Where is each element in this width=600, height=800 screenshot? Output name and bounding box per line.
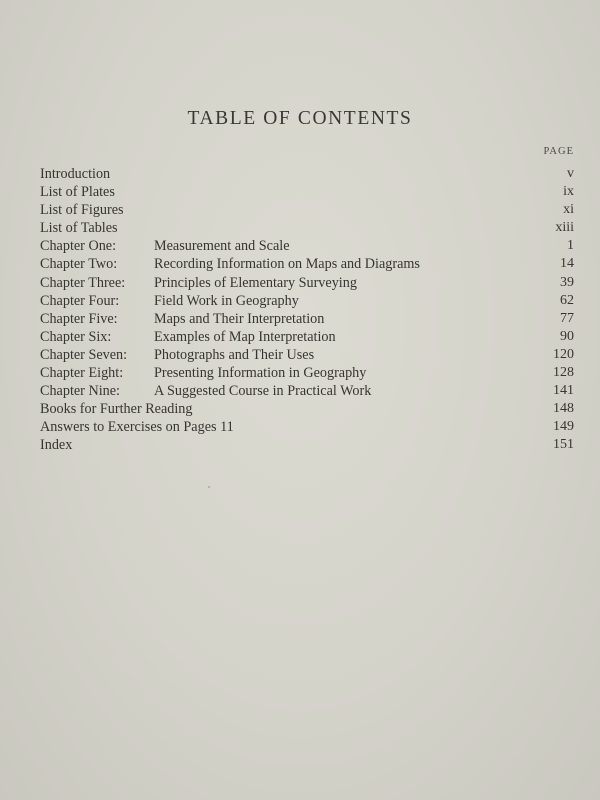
toc-entry-label: Chapter Four:: [40, 292, 120, 309]
toc-entry-label: List of Plates: [40, 184, 115, 201]
toc-entry-label: Chapter Nine:: [40, 383, 120, 400]
toc-entry-page: xiii: [555, 220, 574, 236]
toc-entry-label: Chapter One:: [40, 238, 117, 255]
toc-entry: [40, 382, 574, 400]
toc-entry: [40, 201, 574, 219]
toc-entry-title: Presenting Information in Geography: [154, 365, 367, 382]
toc-entry-page: 90: [560, 328, 574, 344]
table-of-contents: [40, 165, 574, 455]
toc-entry: [40, 328, 574, 346]
toc-entry: [40, 219, 574, 237]
toc-entry-page: 120: [553, 346, 574, 362]
toc-entry-title: Principles of Elementary Surveying: [154, 274, 357, 291]
toc-entry-page: 141: [553, 383, 574, 399]
toc-entry-page: 39: [560, 274, 574, 290]
toc-entry: [40, 346, 574, 364]
toc-entry: [40, 292, 574, 310]
toc-entry-label: Books for Further Reading: [40, 401, 193, 418]
toc-entry-label: Chapter Eight:: [40, 365, 124, 382]
toc-entry-title: A Suggested Course in Practical Work: [154, 383, 372, 400]
toc-entry-label: Chapter Seven:: [40, 346, 128, 363]
toc-entry-title: Recording Information on Maps and Diagrams: [154, 256, 420, 273]
toc-entry-label: Chapter Six:: [40, 328, 112, 345]
toc-entry-page: 1: [567, 238, 574, 254]
toc-entry: [40, 400, 574, 418]
toc-entry-page: 14: [560, 256, 574, 272]
toc-entry-label: List of Figures: [40, 202, 124, 219]
toc-entry-label: List of Tables: [40, 220, 118, 237]
toc-entry-label: Chapter Two:: [40, 256, 118, 273]
toc-entry-page: 128: [553, 365, 574, 381]
toc-entry: [40, 310, 574, 328]
toc-entry-page: 148: [553, 401, 574, 417]
toc-entry-page: 149: [553, 419, 574, 435]
toc-entry-page: 62: [560, 292, 574, 308]
toc-entry-page: xi: [563, 202, 574, 218]
toc-entry-title: Photographs and Their Uses: [154, 346, 315, 363]
toc-entry-page: v: [567, 166, 574, 181]
toc-entry-label: Index: [40, 437, 73, 454]
toc-entry: [40, 255, 574, 273]
toc-entry-title: Measurement and Scale: [154, 238, 290, 255]
toc-entry-page: 151: [553, 437, 574, 453]
paper-speck: [208, 486, 210, 488]
toc-entry-label: Chapter Three:: [40, 274, 126, 291]
toc-entry: [40, 418, 574, 436]
toc-entry-title: Examples of Map Interpretation: [154, 328, 336, 345]
toc-entry-page: 77: [560, 310, 574, 326]
toc-entry-page: ix: [563, 184, 574, 200]
toc-entry: [40, 436, 574, 454]
toc-entry: [40, 183, 574, 201]
toc-entry-label: Introduction: [40, 166, 111, 182]
toc-entry-title: Maps and Their Interpretation: [154, 310, 325, 327]
page-title: TABLE OF CONTENTS: [187, 108, 413, 129]
toc-entry: [40, 165, 574, 183]
toc-entry: [40, 237, 574, 255]
toc-entry-title: Field Work in Geography: [154, 292, 299, 309]
toc-entry: [40, 274, 574, 292]
page-column-heading: PAGE: [543, 146, 574, 157]
toc-entry-label: Chapter Five:: [40, 310, 118, 327]
toc-entry-label: Answers to Exercises on Pages 11: [40, 419, 234, 436]
toc-entry: [40, 364, 574, 382]
